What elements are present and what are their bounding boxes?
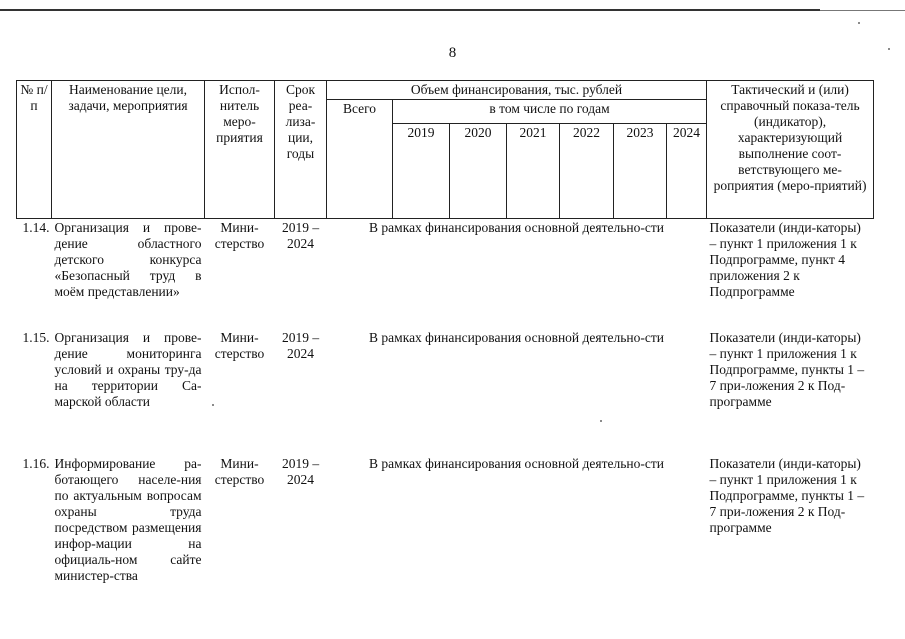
- table-row: [17, 219, 874, 329]
- row-term: 2019 – 2024: [281, 220, 320, 251]
- row-name: Организация и прове-дение областного детского конкурса «Безопасный труд в моём представлении»: [54, 220, 202, 299]
- row-funding: В рамках финансирования основной деятельно-сти: [369, 220, 664, 235]
- header-executor: Испол-нитель меро-приятия: [205, 81, 275, 219]
- header-year: 2022: [560, 124, 614, 219]
- scan-speck: [858, 22, 860, 24]
- scan-speck: [888, 48, 890, 50]
- row-indicator: Показатели (инди-каторы) – пункт 1 приложения 1 к Подпрограмме, пункты 1 – 7 при-ложения 2 к Под-программе: [709, 455, 865, 535]
- table-row: [17, 329, 874, 455]
- row-term: 2019 – 2024: [281, 329, 320, 361]
- row-indicator: Показатели (инди-каторы) – пункт 1 приложения 1 к Подпрограмме, пункты 1 – 7 при-ложения 2 к Под-программе: [709, 329, 865, 409]
- row-indicator: Показатели (инди-каторы) – пункт 1 приложения 1 к Подпрограмме, пункт 4 приложения 2 к Подпрограмме: [709, 220, 861, 299]
- funding-table: [16, 80, 874, 615]
- table-header: [17, 81, 874, 219]
- row-num: 1.16.: [22, 455, 50, 471]
- header-year: 2024: [667, 124, 707, 219]
- row-executor: Мини-стерство: [214, 220, 265, 251]
- scan-speck: [212, 404, 214, 406]
- row-executor: Мини-стерство: [214, 455, 265, 487]
- header-year: 2023: [614, 124, 667, 219]
- header-name: Наименование цели, задачи, мероприятия: [52, 81, 205, 219]
- top-rule-right: [820, 10, 905, 11]
- row-num: 1.14.: [22, 220, 50, 235]
- header-indicator: Тактический и (или) справочный показа-тель (индикатор), характеризующий выполнение соот-ветствующего ме-роприятия (меро-приятий): [707, 81, 874, 219]
- row-num: 1.15.: [22, 329, 50, 345]
- header-total: Всего: [327, 100, 393, 219]
- header-year: 2020: [450, 124, 507, 219]
- table-row: [17, 455, 874, 615]
- row-executor: Мини-стерство: [214, 329, 265, 361]
- header-funding: Объем финансирования, тыс. рублей: [327, 81, 707, 100]
- row-funding: В рамках финансирования основной деятельно-сти: [369, 455, 664, 471]
- page-number: 8: [448, 45, 457, 61]
- header-year: 2021: [507, 124, 560, 219]
- header-year: 2019: [393, 124, 450, 219]
- row-name: Информирование ра-ботающего населе-ния по актуальным вопросам охраны труда посредством размещения инфор-мации на официаль-ном сайте министер-ства: [54, 455, 202, 583]
- scan-speck: [600, 420, 602, 422]
- top-rule: [0, 9, 820, 11]
- row-funding: В рамках финансирования основной деятельно-сти: [369, 329, 664, 345]
- header-term: Срок реа-лиза-ции, годы: [275, 81, 327, 219]
- header-by-years: в том числе по годам: [393, 100, 707, 124]
- row-name: Организация и прове-дение мониторинга условий и охраны тру-да на территории Са-марской области: [54, 329, 202, 409]
- header-num: № п/п: [17, 81, 52, 219]
- row-term: 2019 – 2024: [281, 455, 320, 487]
